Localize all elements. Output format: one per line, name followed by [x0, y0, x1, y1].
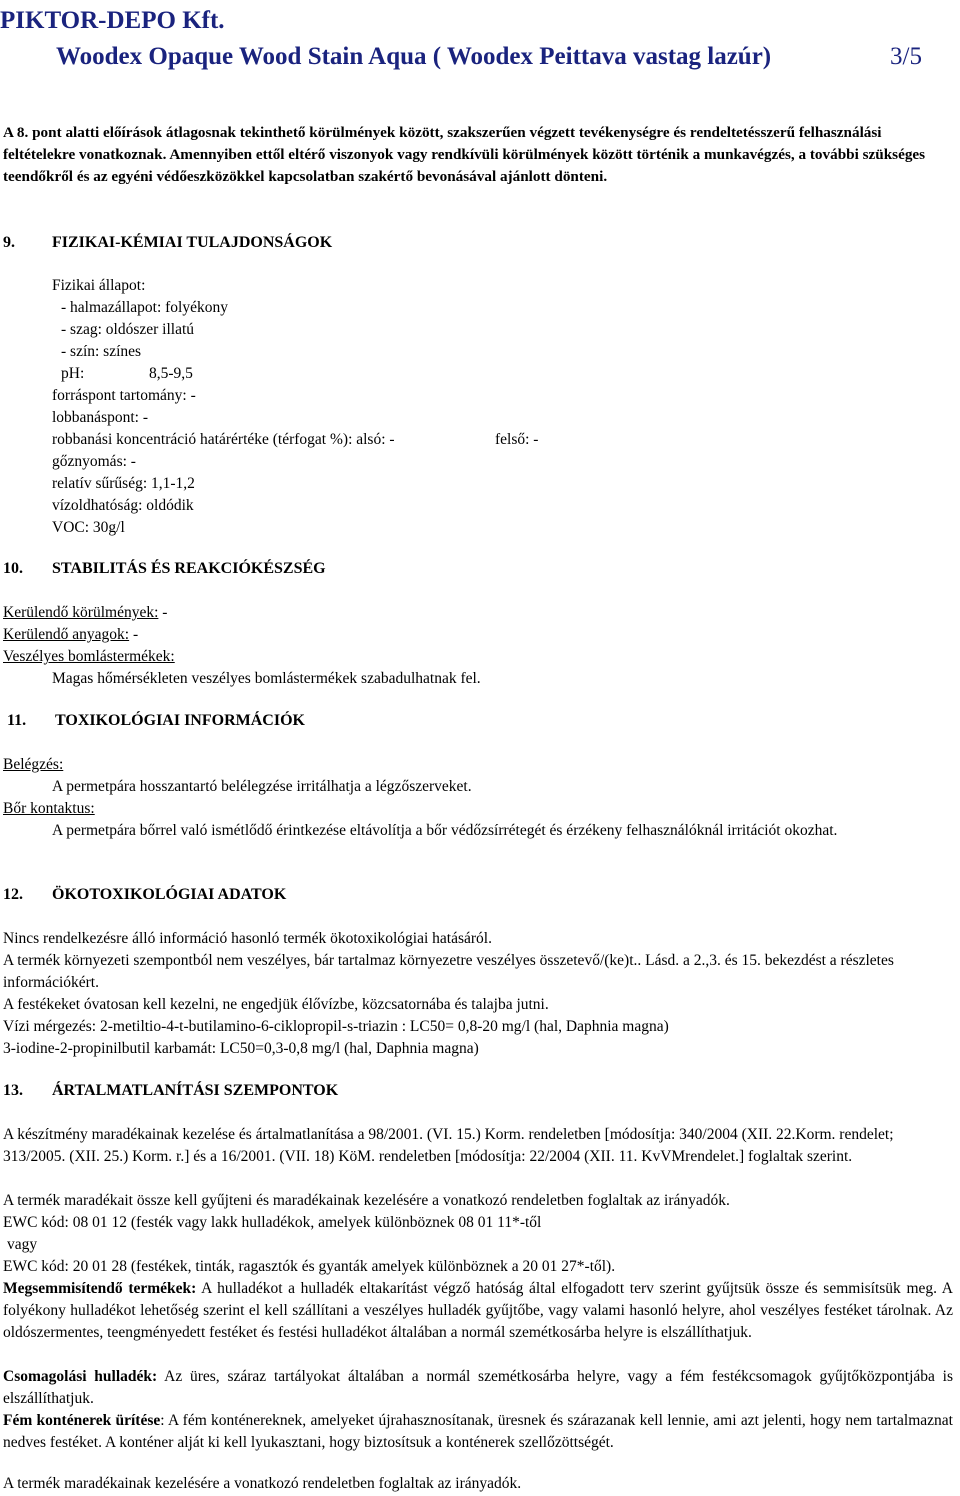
kerulendo-anyagok-value: - — [129, 626, 139, 643]
section-11-title: TOXIKOLÓGIAI INFORMÁCIÓK — [55, 712, 305, 729]
szag-line: - szag: oldószer illatú — [61, 321, 194, 338]
section-12-heading — [3, 884, 286, 906]
disposal-last-line: A termék maradékainak kezelésére a vonatkozó rendeletben foglaltak az irányadók. — [3, 1475, 522, 1492]
section-9-number: 9. — [3, 234, 15, 251]
section-10-heading — [3, 558, 326, 580]
ph-label: pH: — [61, 365, 85, 382]
ewc-or: vagy — [7, 1236, 38, 1253]
forraspont-line: forráspont tartomány: - — [52, 387, 196, 404]
section-12-number: 12. — [3, 886, 23, 903]
fem-kontenerek-text: : A fém konténereknek, amelyeket újrahasznosítanak, üresnek és szárazanak kell lennie, ami azt jelenti, hogy nem tartalmaznat nedves festéket. A konténer alját ki kell lyukasztani, hogy biztosítsuk a konténerek szellőzöttségét. — [3, 1412, 953, 1451]
product-title: Woodex Opaque Wood Stain Aqua ( Woodex Peittava vastag lazúr) — [56, 43, 772, 70]
kerulendo-korulmenyek-label: Kerülendő körülmények: — [3, 604, 159, 621]
belegzes-text: A permetpára hosszantartó belélegzése irritálhatja a légzőszerveket. — [52, 778, 472, 795]
kerulendo-anyagok-line — [3, 624, 138, 646]
bor-kontaktus-label: Bőr kontaktus: — [3, 800, 95, 817]
megsemmisitendo-text: A hulladékot a hulladék eltakarítást végző hatóság által elfogadott terv szerint gyűjtsük össze és semmisítsük meg. A folyékony hulladékot lehetőség szerint el kell szállítani a veszélyes hulladék gyűjtőbe, vagy valami hasonló helyre, ahol veszélyes festéket tárolnak. Az oldószermentes, teengményedett festéket és festési hulladékot általában a normál szemétkosárba helyre is elszállíthatjuk. — [3, 1280, 953, 1341]
section-9-title: FIZIKAI-KÉMIAI TULAJDONSÁGOK — [52, 234, 333, 251]
intro-paragraph: A 8. pont alatti előírások átlagosnak tekinthető körülmények között, szakszerűen végzett tevékenységre és rendeltetésszerű felhasználási feltételekre vonatkoznak. Amennyiben ettől eltérő viszonyok vagy rendkívüli körülmények között történik a munkavégzés, a további szükséges teendőkről és az egyéni védőeszközökkel kapcsolatban szakértő bevonásával ajánlott dönteni. — [3, 124, 926, 185]
eco-paragraph-5: 3-iodine-2-propinilbutil karbamát: LC50=0,3-0,8 mg/l (hal, Daphnia magna) — [3, 1040, 479, 1057]
ph-value: 8,5-9,5 — [149, 365, 193, 382]
section-13-heading — [3, 1080, 338, 1102]
section-10-title: STABILITÁS ÉS REAKCIÓKÉSZSÉG — [52, 560, 326, 577]
csomagolasi-text: Az üres, száraz tartályokat általában a normál szemétkosárba helyre, vagy a fém festékcsomagok gyűjtőközpontjába is elszállíthatjuk. — [3, 1368, 953, 1407]
section-10-number: 10. — [3, 560, 23, 577]
belegzes-label: Belégzés: — [3, 756, 64, 773]
bor-kontaktus-text: A permetpára bőrrel való ismétlődő érintkezése eltávolítja a bőr védőzsírrétegét és érzékeny felhasználóknál irritációt okozhat. — [52, 822, 838, 839]
megsemmisitendo-paragraph — [3, 1278, 953, 1344]
felso-value: felső: - — [495, 431, 539, 448]
fizikai-allapot-label: Fizikai állapot: — [52, 277, 146, 294]
voc-line: VOC: 30g/l — [52, 519, 125, 536]
disposal-paragraph-1: A készítmény maradékainak kezelése és ártalmatlanítása a 98/2001. (VI. 15.) Korm. rendeletben [módosítja: 340/2004 (XII. 22.Korm. rendelet; 313/2005. (XII. 25.) Korm. r.] és a 16/2001. (VII. 18) KöM. rendeletben [módosítja: 22/2004 (XII. 11. KvVMrendelet.] foglaltak szerint. — [3, 1126, 894, 1165]
eco-paragraph-2: A termék környezeti szempontból nem veszélyes, bár tartalmaz környezetre veszélyes összetevő/(ke)t.. Lásd. a 2.,3. és 15. bekezdést a részletes információkért. — [3, 952, 894, 991]
vizoldhatosag-line: vízoldhatóság: oldódik — [52, 497, 194, 514]
veszelyes-bomlastermekek-label: Veszélyes bomlástermékek: — [3, 648, 175, 665]
disposal-paragraph-2: A termék maradékait össze kell gyűjteni és maradékainak kezelésére a vonatkozó rendeletben foglaltak az irányadók. — [3, 1192, 730, 1209]
halmazallapot-line: - halmazállapot: folyékony — [61, 299, 228, 316]
eco-paragraph-1: Nincs rendelkezésre álló információ hasonló termék ökotoxikológiai hatásáról. — [3, 930, 492, 947]
fem-kontenerek-label: Fém konténerek ürítése — [3, 1412, 161, 1429]
eco-paragraph-4: Vízi mérgezés: 2-metiltio-4-t-butilamino-6-ciklopropil-s-triazin : LC50= 0,8-20 mg/l (hal, Daphnia magna) — [3, 1018, 669, 1035]
section-9-heading — [3, 232, 332, 254]
robbanasi-line: robbanási koncentráció határértéke (térfogat %): alsó: - — [52, 431, 395, 448]
megsemmisitendo-label: Megsemmisítendő termékek: — [3, 1280, 197, 1297]
ewc-code-1: EWC kód: 08 01 12 (festék vagy lakk hulladékok, amelyek különböznek 08 01 11*-től — [3, 1214, 542, 1231]
kerulendo-anyagok-label: Kerülendő anyagok: — [3, 626, 130, 643]
veszelyes-bomlastermekek-text: Magas hőmérsékleten veszélyes bomlástermékek szabadulhatnak fel. — [52, 670, 481, 687]
suruseg-line: relatív sűrűség: 1,1-1,2 — [52, 475, 195, 492]
section-13-title: ÁRTALMATLANÍTÁSI SZEMPONTOK — [52, 1082, 339, 1099]
page-number: 3/5 — [890, 43, 922, 70]
csomagolasi-label: Csomagolási hulladék: — [3, 1368, 158, 1385]
szin-line: - szín: színes — [61, 343, 142, 360]
section-11-heading — [7, 710, 305, 732]
eco-paragraph-3: A festékeket óvatosan kell kezelni, ne engedjük élővízbe, közcsatornába és talajba jutni. — [3, 996, 549, 1013]
section-12-title: ÖKOTOXIKOLÓGIAI ADATOK — [52, 886, 287, 903]
section-13-number: 13. — [3, 1082, 23, 1099]
goznyomas-line: gőznyomás: - — [52, 453, 136, 470]
kerulendo-korulmenyek-line — [3, 602, 167, 624]
lobbanaspont-line: lobbanáspont: - — [52, 409, 148, 426]
company-name: PIKTOR-DEPO Kft. — [0, 7, 225, 34]
fem-kontenerek-paragraph — [3, 1410, 953, 1454]
ph-line — [61, 363, 193, 385]
csomagolasi-paragraph — [3, 1366, 953, 1410]
section-11-number: 11. — [7, 712, 27, 729]
kerulendo-korulmenyek-value: - — [158, 604, 168, 621]
ewc-code-2: EWC kód: 20 01 28 (festékek, tinták, ragasztók és gyanták amelyek különböznek a 20 01 27*-től). — [3, 1258, 616, 1275]
